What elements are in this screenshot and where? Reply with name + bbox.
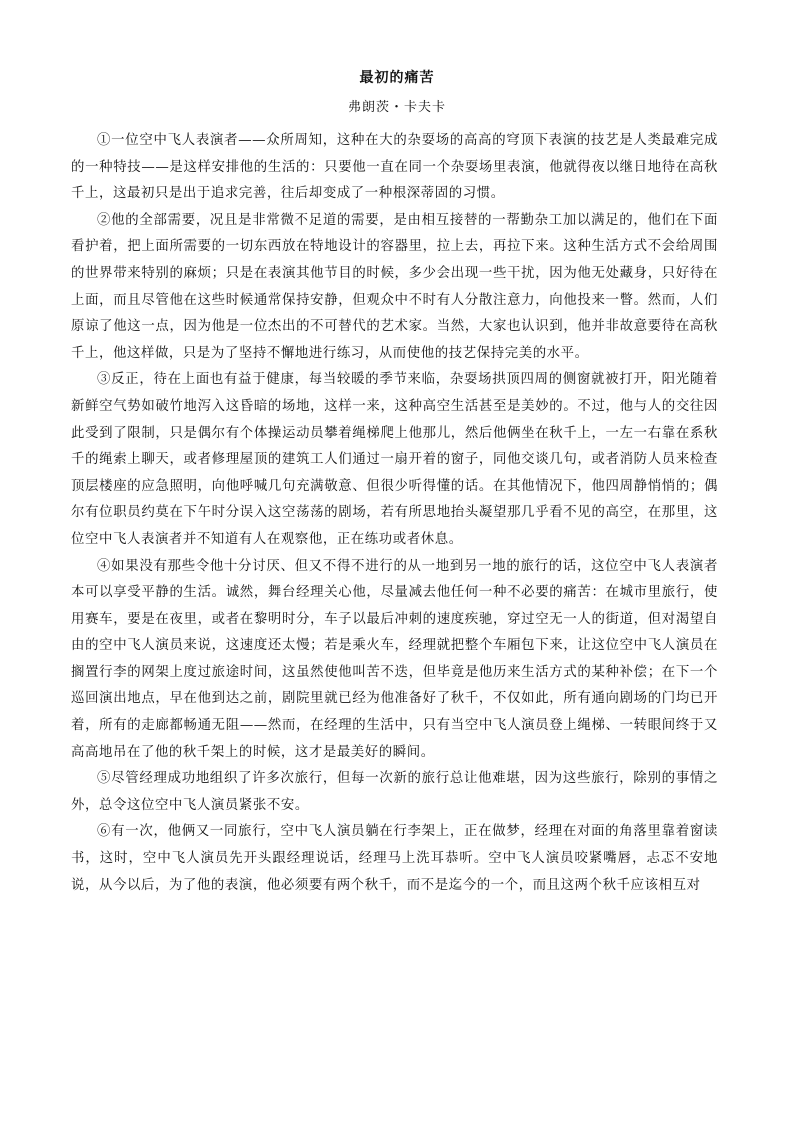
- paragraph-6: ⑥有一次，他俩又一同旅行，空中飞人演员躺在行李架上，正在做梦，经理在对面的角落里靠着窗读书，这时，空中飞人演员先开头跟经理说话，经理马上洗耳恭听。空中飞人演员咬紧嘴唇，忐忑不安地说，从今以后，为了他的表演，他必须要有两个秋千，而不是迄今的一个，而且这两个秋千应该相互对: [71, 824, 718, 893]
- paragraph-3: ③反正，待在上面也有益于健康，每当较暖的季节来临，杂耍场拱顶四周的侧窗就被打开，阳光随着新鲜空气势如破竹地泻入这昏暗的场地，这样一来，这种高空生活甚至是美妙的。不过，他与人的交往因此受到了限制，只是偶尔有个体操运动员攀着绳梯爬上他那儿，然后他俩坐在秋千上，一左一右靠在系秋千的绳索上聊天，或者修理屋顶的建筑工人们通过一扇开着的窗子，同他交谈几句，或者消防人员来检查顶层楼座的应急照明，向他呼喊几句充满敬意、但很少听得懂的话。在其他情况下，他四周静悄悄的；偶尔有位职员约莫在下午时分误入这空荡荡的剧场，若有所思地抬头凝望那几乎看不见的高空，在那里，这位空中飞人表演者并不知道有人在观察他，正在练功或者休息。: [71, 372, 718, 547]
- story-title: 最初的痛苦: [359, 70, 435, 86]
- author-line: 弗朗茨・卡夫卡: [347, 100, 446, 115]
- paragraph-2: ②他的全部需要，况且是非常微不足道的需要，是由相互接替的一帮勤杂工加以满足的，他们在下面看护着，把上面所需要的一切东西放在特地设计的容器里，拉上去，再拉下来。这种生活方式不会给周围的世界带来特别的麻烦；只是在表演其他节目的时候，多少会出现一些干扰，因为他无处藏身，只好待在上面，而且尽管他在这些时候通常保持安静，但观众中不时有人分散注意力，向他投来一瞥。然而，人们原谅了他这一点，因为他是一位杰出的不可替代的艺术家。当然，大家也认识到，他并非故意要待在高秋千上，他这样做，只是为了坚持不懈地进行练习，从而使他的技艺保持完美的水平。: [71, 212, 718, 361]
- story-body: [71, 128, 718, 899]
- paragraph-5: ⑤尽管经理成功地组织了许多次旅行，但每一次新的旅行总让他难堪，因为这些旅行，除别的事情之外，总令这位空中飞人演员紧张不安。: [71, 771, 718, 813]
- paragraph-1: ①一位空中飞人表演者——众所周知，这种在大的杂耍场的高高的穹顶下表演的技艺是人类最难完成的一种特技——是这样安排他的生活的：只要他一直在同一个杂耍场里表演，他就得夜以继日地待在高秋千上，这最初只是出于追求完善，往后却变成了一种根深蒂固的习惯。: [71, 133, 718, 202]
- paragraph-4: ④如果没有那些令他十分讨厌、但又不得不进行的从一地到另一地的旅行的话，这位空中飞人表演者本可以享受平静的生活。诚然，舞台经理关心他，尽量减去他任何一种不必要的痛苦：在城市里旅行，使用赛车，要是在夜里，或者在黎明时分，车子以最后冲刺的速度疾驰，穿过空无一人的街道，但对渴望自由的空中飞人演员来说，这速度还太慢；若是乘火车，经理就把整个车厢包下来，让这位空中飞人演员在搁置行李的网架上度过旅途时间，这虽然使他叫苦不迭，但毕竟是他历来生活方式的某种补偿；在下一个巡回演出地点，早在他到达之前，剧院里就已经为他准备好了秋千，不仅如此，所有通向剧场的门均已开着，所有的走廊都畅通无阻——然而，在经理的生活中，只有当空中飞人演员登上绳梯、一转眼间终于又高高地吊在了他的秋千架上的时候，这才是最美好的瞬间。: [71, 558, 718, 760]
